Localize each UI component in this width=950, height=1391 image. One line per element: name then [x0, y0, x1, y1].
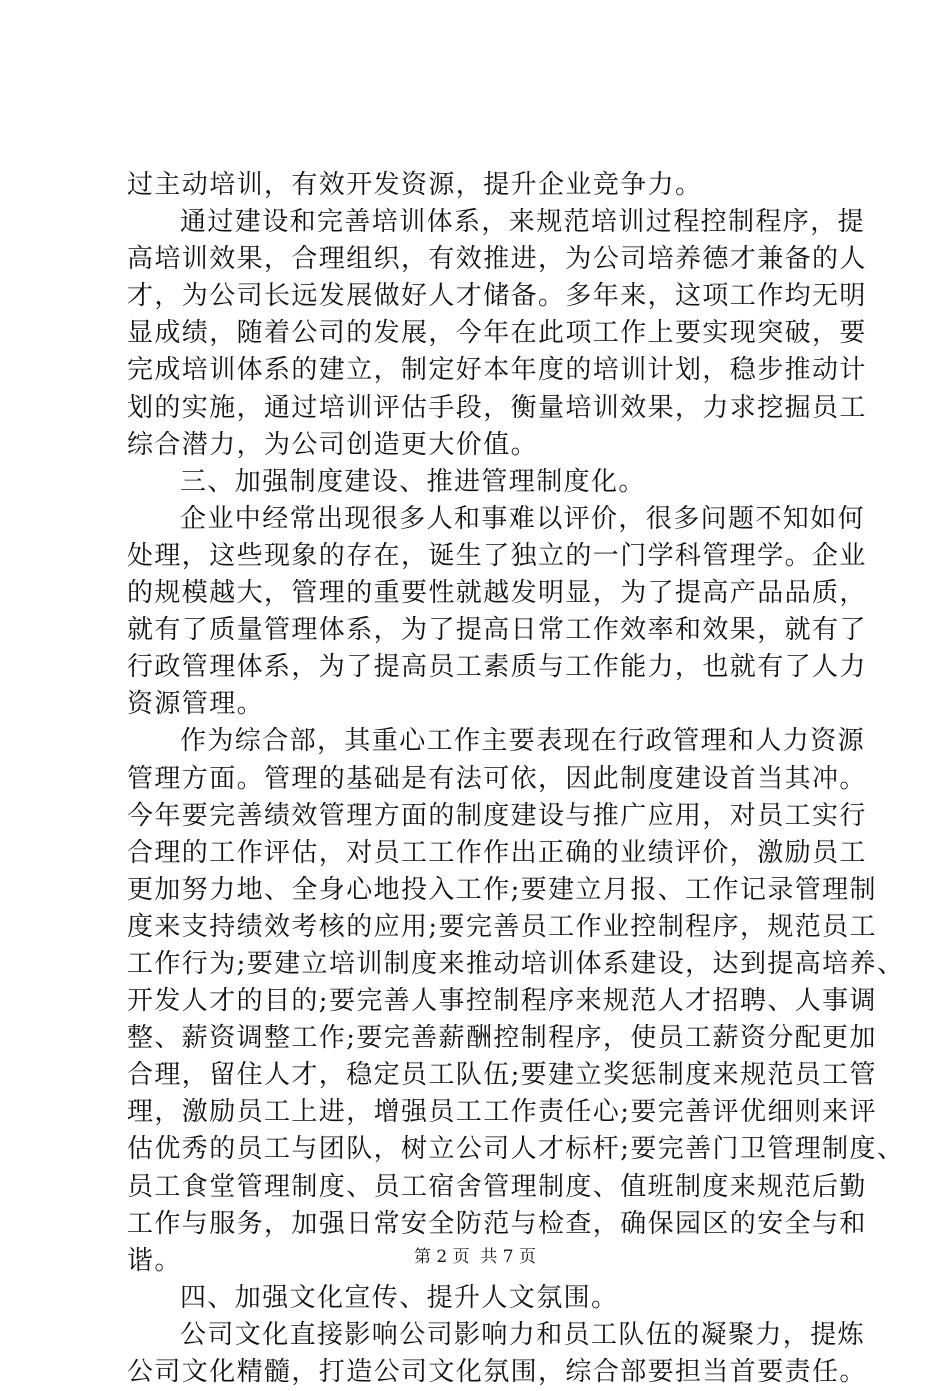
text-line: 过主动培训，有效开发资源，提升企业竞争力。	[127, 170, 703, 200]
text-line: 工作与服务，加强日常安全防范与检查，确保园区的安全与和	[127, 1208, 867, 1239]
text-line: 的规模越大，管理的重要性就越发明显，为了提高产品品质，	[127, 578, 867, 609]
section-heading: 四、加强文化宣传、提升人文氛围。	[180, 1282, 619, 1313]
text-line: 才，为公司长远发展做好人才储备。多年来，这项工作均无明	[127, 281, 867, 312]
text-line: 今年要完善绩效管理方面的制度建设与推广应用，对员工实行	[127, 800, 867, 831]
text-line: 合理，留住人才，稳定员工队伍;要建立奖惩制度来规范员工管	[127, 1060, 877, 1091]
text-line: 通过建设和完善培训体系，来规范培训过程控制程序，提	[180, 207, 866, 238]
text-line: 就有了质量管理体系，为了提高日常工作效率和效果，就有了	[127, 615, 867, 646]
text-line: 整、薪资调整工作;要完善薪酬控制程序，使员工薪资分配更加	[127, 1023, 877, 1054]
text-line: 资源管理。	[127, 689, 265, 720]
text-line: 理，激励员工上进，增强员工工作责任心;要完善评优细则来评	[127, 1097, 877, 1128]
text-line: 谐。	[127, 1245, 182, 1276]
text-line: 高培训效果，合理组织，有效推进，为公司培养德才兼备的人	[127, 244, 867, 275]
text-line: 显成绩，随着公司的发展，今年在此项工作上要实现突破，要	[127, 318, 867, 349]
page-total: 共 7 页	[480, 1247, 537, 1267]
text-line: 开发人才的目的;要完善人事控制程序来规范人才招聘、人事调	[127, 986, 877, 1017]
text-line: 完成培训体系的建立，制定好本年度的培训计划，稳步推动计	[127, 355, 867, 386]
text-line: 企业中经常出现很多人和事难以评价，很多问题不知如何	[180, 503, 866, 534]
page-number: 第 2 页	[413, 1247, 470, 1267]
page-footer	[0, 1246, 950, 1268]
text-line: 估优秀的员工与团队，树立公司人才标杆;要完善门卫管理制度、	[127, 1134, 905, 1165]
text-line: 行政管理体系，为了提高员工素质与工作能力，也就有了人力	[127, 652, 867, 683]
text-line: 作为综合部，其重心工作主要表现在行政管理和人力资源	[180, 726, 866, 757]
text-line: 更加努力地、全身心地投入工作;要建立月报、工作记录管理制	[127, 874, 877, 905]
section-heading: 三、加强制度建设、推进管理制度化。	[180, 466, 646, 497]
text-line: 划的实施，通过培训评估手段，衡量培训效果，力求挖掘员工	[127, 392, 867, 423]
text-line: 公司文化精髓，打造公司文化氛围，综合部要担当首要责任。	[127, 1357, 867, 1387]
text-line: 处理，这些现象的存在，诞生了独立的一门学科管理学。企业	[127, 540, 867, 571]
text-line: 管理方面。管理的基础是有法可依，因此制度建设首当其冲。	[127, 763, 867, 794]
text-line: 工作行为;要建立培训制度来推动培训体系建设，达到提高培养、	[127, 948, 905, 979]
text-line: 综合潜力，为公司创造更大价值。	[127, 429, 539, 460]
text-line: 员工食堂管理制度、员工宿舍管理制度、值班制度来规范后勤	[127, 1171, 867, 1202]
document-body	[127, 167, 905, 1391]
text-line: 公司文化直接影响公司影响力和员工队伍的凝聚力，提炼	[180, 1319, 866, 1350]
text-line: 度来支持绩效考核的应用;要完善员工作业控制程序，规范员工	[127, 911, 877, 942]
text-line: 合理的工作评估，对员工工作作出正确的业绩评价，激励员工	[127, 837, 867, 868]
